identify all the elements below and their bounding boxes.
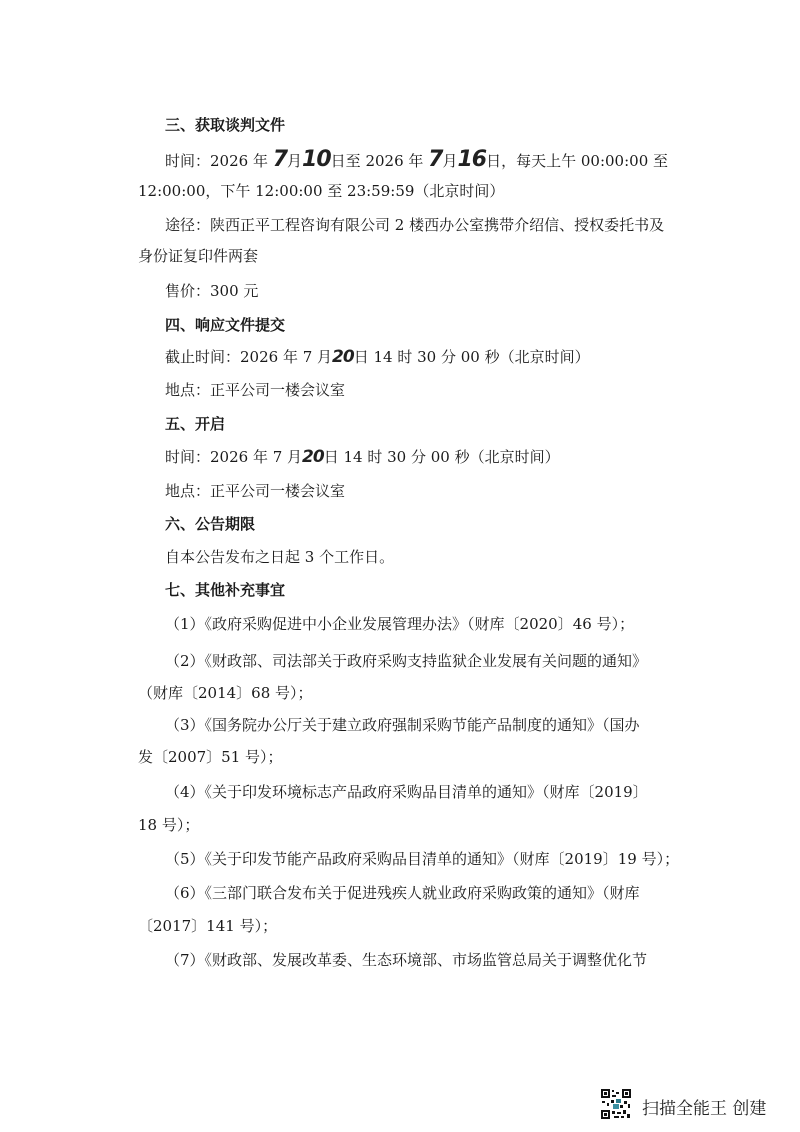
list-item-6-line1: （6）《三部门联合发布关于促进残疾人就业政府采购政策的通知》（财库 [165, 884, 640, 902]
section-4-place: 地点：正平公司一楼会议室 [165, 381, 346, 399]
list-item-2-line2: （财库〔2014〕68 号）； [138, 684, 313, 702]
section-3-route-line2: 身份证复印件两套 [138, 247, 259, 265]
list-item-4-line1: （4）《关于印发环境标志产品政府采购品目清单的通知》（财库〔2019〕 [165, 783, 648, 801]
handwritten-month-2: 7 [428, 147, 443, 172]
section-3-time-line2: 12:00:00，下午 12:00:00 至 23:59:59（北京时间） [138, 182, 505, 200]
list-item-7-line1: （7）《财政部、发展改革委、生态环境部、市场监管总局关于调整优化节 [165, 951, 648, 969]
section-3-time-month-unit-2: 月 [442, 152, 458, 170]
section-5-place: 地点：正平公司一楼会议室 [165, 482, 346, 500]
list-item-4-line2: 18 号）； [138, 816, 200, 834]
section-3-time-mid: 日至 2026 年 [330, 152, 429, 170]
section-5-heading: 五、开启 [165, 415, 226, 433]
section-6-heading: 六、公告期限 [165, 515, 256, 533]
section-3-time-month-unit: 月 [287, 152, 303, 170]
section-4-deadline-prefix: 截止时间：2026 年 7 月 [165, 348, 333, 366]
section-7-heading: 七、其他补充事宜 [165, 581, 286, 599]
section-4-heading: 四、响应文件提交 [165, 316, 286, 334]
list-item-2-line1: （2）《财政部、司法部关于政府采购支持监狱企业发展有关问题的通知》 [165, 652, 648, 670]
qr-code-icon [600, 1088, 632, 1120]
section-3-time-prefix: 时间：2026 年 [165, 152, 273, 170]
list-item-1: （1）《政府采购促进中小企业发展管理办法》（财库〔2020〕46 号）； [165, 615, 635, 633]
handwritten-day-1: 10 [302, 147, 331, 172]
section-6-text: 自本公告发布之日起 3 个工作日。 [165, 548, 395, 566]
handwritten-day-opening: 20 [302, 447, 324, 467]
section-3-heading: 三、获取谈判文件 [165, 116, 286, 134]
list-item-5: （5）《关于印发节能产品政府采购品目清单的通知》（财库〔2019〕19 号）； [165, 850, 680, 868]
section-5-time [165, 447, 560, 467]
handwritten-day-2: 16 [457, 147, 487, 172]
watermark-label: 扫描全能王 创建 [642, 1099, 767, 1119]
list-item-6-line2: 〔2017〕141 号）； [138, 917, 278, 935]
section-3-time-suffix: 日，每天上午 00:00:00 至 [486, 152, 669, 170]
handwritten-month-1: 7 [272, 147, 288, 172]
section-3-route-line1: 途径：陕西正平工程咨询有限公司 2 楼西办公室携带介绍信、授权委托书及 [165, 216, 665, 234]
section-3-price: 售价：300 元 [165, 282, 259, 300]
list-item-3-line1: （3）《国务院办公厅关于建立政府强制采购节能产品制度的通知》（国办 [165, 716, 640, 734]
section-4-deadline [165, 347, 590, 367]
section-5-time-prefix: 时间：2026 年 7 月 [165, 448, 303, 466]
section-3-time-line1 [165, 147, 669, 172]
section-5-time-suffix: 日 14 时 30 分 00 秒（北京时间） [323, 448, 560, 466]
list-item-3-line2: 发〔2007〕51 号）； [138, 748, 283, 766]
section-4-deadline-suffix: 日 14 时 30 分 00 秒（北京时间） [353, 348, 590, 366]
handwritten-day-deadline: 20 [332, 347, 354, 367]
scanner-watermark [600, 1088, 790, 1124]
